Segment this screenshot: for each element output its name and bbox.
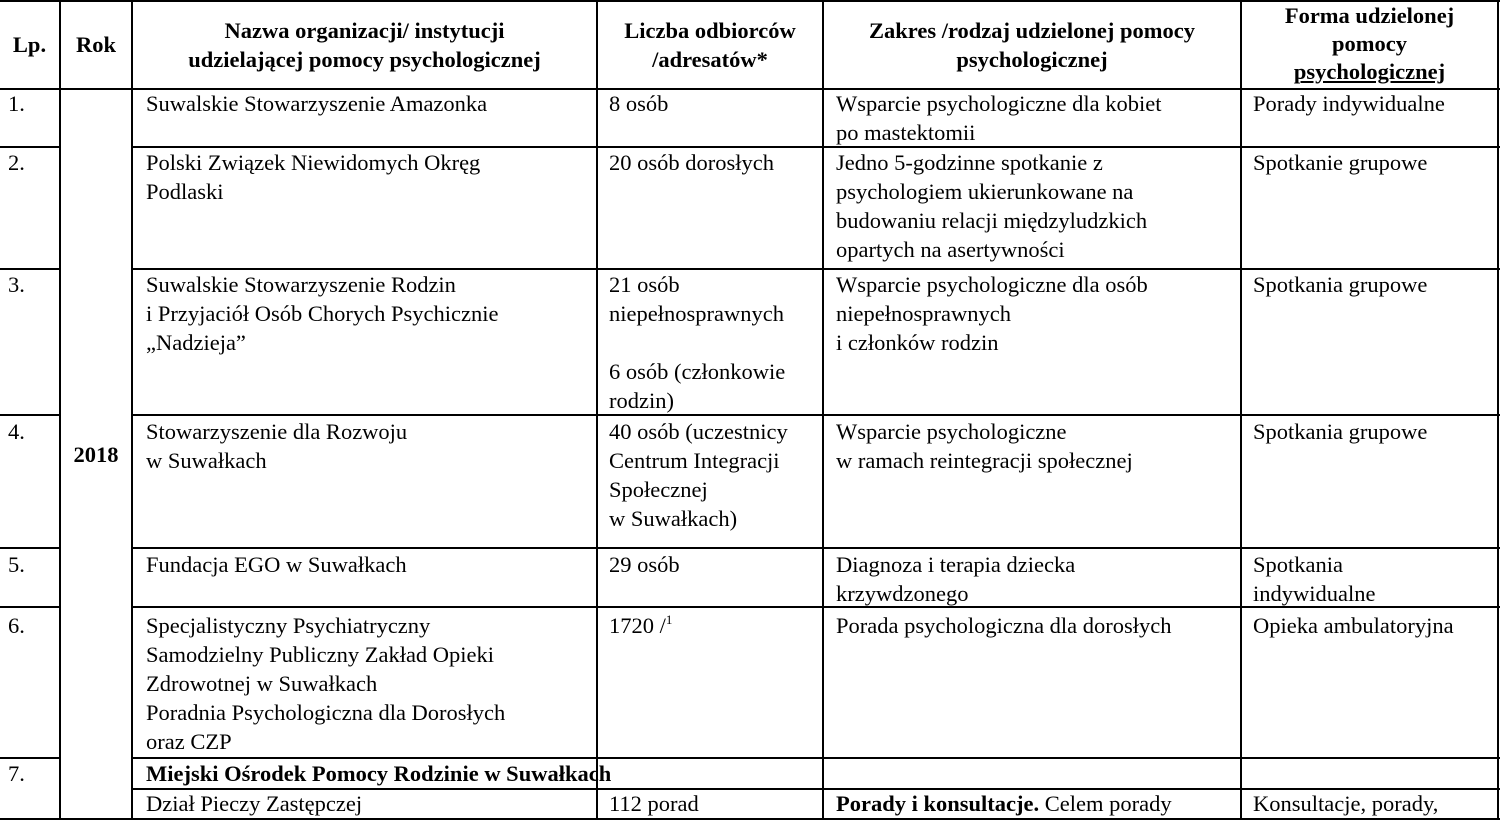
liczba-value: 1720 / — [609, 613, 666, 638]
text-line: i Przyjaciół Osób Chorych Psychicznie — [146, 301, 499, 326]
header-zakres-line: psychologicznej — [956, 47, 1108, 72]
row-rule — [0, 547, 59, 549]
text-line: Spotkania grupowe — [1253, 419, 1428, 444]
text-line: Diagnoza i terapia dziecka — [836, 552, 1076, 577]
footnote-marker: 1 — [665, 612, 673, 627]
text-line: w Suwałkach) — [609, 506, 738, 531]
row-lp: 2. — [8, 150, 25, 175]
row-nazwa — [146, 270, 498, 357]
row-forma — [1253, 550, 1375, 608]
text-line: Wsparcie psychologiczne — [836, 419, 1067, 444]
sub-zakres-bold: Porady i konsultacje. — [836, 791, 1040, 816]
header-zakres-line: Zakres /rodzaj udzielonej pomocy — [868, 18, 1196, 43]
column-divider — [1497, 0, 1499, 820]
row-rule — [0, 606, 59, 608]
text-line: Fundacja EGO w Suwałkach — [146, 552, 407, 577]
row-forma — [1253, 270, 1427, 299]
row-zakres — [836, 550, 1075, 608]
text-line: 20 osób dorosłych — [609, 150, 774, 175]
row-nazwa — [146, 148, 480, 206]
header-liczba-line: /adresatów* — [652, 47, 768, 72]
header-liczba — [598, 16, 822, 74]
row-nazwa — [146, 550, 407, 579]
text-line: psychologiem ukierunkowane na — [836, 179, 1134, 204]
row-nazwa — [146, 611, 505, 756]
row-rule — [0, 414, 59, 416]
row-lp: 7. — [8, 761, 25, 786]
text-line: 6 osób (członkowie — [609, 359, 786, 384]
text-line: niepełnosprawnych — [609, 301, 784, 326]
text-line: Poradnia Psychologiczna dla Dorosłych — [146, 700, 506, 725]
sub-zakres — [836, 789, 1172, 818]
column-divider — [822, 0, 824, 820]
row-forma — [1253, 89, 1445, 118]
row-forma — [1253, 611, 1454, 640]
header-zakres — [824, 16, 1240, 74]
header-lp: Lp. — [12, 32, 47, 57]
text-line: Jedno 5-godzinne spotkanie z — [836, 150, 1103, 175]
row-forma — [1253, 148, 1427, 177]
row-zakres — [836, 148, 1147, 264]
row-liczba — [609, 417, 788, 533]
text-line: Suwalskie Stowarzyszenie Rodzin — [146, 272, 456, 297]
text-line: Zdrowotnej w Suwałkach — [146, 671, 378, 696]
header-forma — [1242, 2, 1497, 86]
text-line: oraz CZP — [146, 729, 232, 754]
text-line: indywidualne — [1253, 581, 1376, 606]
text-line: Spotkanie grupowe — [1253, 150, 1428, 175]
column-divider — [59, 0, 61, 820]
row-lp: 3. — [8, 272, 25, 297]
text-line: Suwalskie Stowarzyszenie Amazonka — [146, 91, 488, 116]
text-line: 8 osób — [609, 91, 669, 116]
text-line: i członków rodzin — [836, 330, 999, 355]
text-line: budowaniu relacji międzyludzkich — [836, 208, 1148, 233]
header-forma-line: Forma udzielonej — [1284, 3, 1455, 28]
row-rule — [131, 414, 1500, 416]
text-line: Centrum Integracji — [609, 448, 780, 473]
text-line — [609, 328, 785, 357]
text-line: niepełnosprawnych — [836, 301, 1011, 326]
header-nazwa — [133, 16, 596, 74]
row-lp: 1. — [8, 91, 25, 116]
row-liczba — [609, 270, 785, 415]
header-nazwa-line: Nazwa organizacji/ instytucji — [224, 18, 505, 43]
text-line: opartych na asertywności — [836, 237, 1065, 262]
text-line: w Suwałkach — [146, 448, 267, 473]
sub-nazwa: Dział Pieczy Zastępczej — [146, 791, 363, 816]
text-line: Porady indywidualne — [1253, 91, 1445, 116]
institution-heading: Miejski Ośrodek Pomocy Rodzinie w Suwałkach — [146, 761, 612, 786]
row-lp: 5. — [8, 552, 25, 577]
text-line: „Nadzieja” — [146, 330, 246, 355]
row-zakres — [836, 417, 1133, 475]
header-nazwa-line: udzielającej pomocy psychologicznej — [188, 47, 541, 72]
row-nazwa — [146, 417, 407, 475]
header-rok: Rok — [75, 32, 116, 57]
text-line: krzywdzonego — [836, 581, 969, 606]
text-line: rodzin) — [609, 388, 674, 413]
text-line: po mastektomii — [836, 120, 976, 145]
text-line: Wsparcie psychologiczne dla osób — [836, 272, 1148, 297]
row-liczba — [609, 550, 680, 579]
row-liczba — [609, 148, 774, 177]
text-line: 40 osób (uczestnicy — [609, 419, 788, 444]
text-line: Porada psychologiczna dla dorosłych — [836, 613, 1172, 638]
row-zakres — [836, 611, 1172, 640]
column-divider — [1240, 0, 1242, 820]
sub-liczba: 112 porad — [609, 791, 699, 816]
header-forma-line: pomocy — [1332, 31, 1407, 56]
row-rule — [131, 547, 1500, 549]
text-line: 21 osób — [609, 272, 680, 297]
row-zakres — [836, 270, 1148, 357]
row-lp: 6. — [8, 613, 25, 638]
row-zakres — [836, 89, 1162, 147]
text-line: Samodzielny Publiczny Zakład Opieki — [146, 642, 495, 667]
text-line: Opieka ambulatoryjna — [1253, 613, 1454, 638]
row-liczba — [609, 89, 668, 118]
text-line: Wsparcie psychologiczne dla kobiet — [836, 91, 1162, 116]
text-line: Społecznej — [609, 477, 708, 502]
row-lp: 4. — [8, 419, 25, 444]
text-line: Polski Związek Niewidomych Okręg — [146, 150, 481, 175]
header-forma-line: psychologicznej — [1293, 59, 1446, 84]
text-line: Spotkania — [1253, 552, 1343, 577]
sub-zakres-rest: Celem porady — [1039, 791, 1172, 816]
header-liczba-line: Liczba odbiorców — [624, 18, 796, 43]
text-line: Spotkania grupowe — [1253, 272, 1428, 297]
year-cell: 2018 — [73, 442, 119, 467]
column-divider — [131, 0, 133, 820]
row-nazwa — [146, 89, 487, 118]
row-liczba — [609, 611, 672, 640]
text-line: Podlaski — [146, 179, 224, 204]
sub-forma: Konsultacje, porady, — [1253, 791, 1439, 816]
row-forma — [1253, 417, 1427, 446]
text-line: Specjalistyczny Psychiatryczny — [146, 613, 431, 638]
column-divider — [596, 0, 598, 820]
text-line: Stowarzyszenie dla Rozwoju — [146, 419, 408, 444]
text-line: w ramach reintegracji społecznej — [836, 448, 1133, 473]
text-line: 29 osób — [609, 552, 680, 577]
